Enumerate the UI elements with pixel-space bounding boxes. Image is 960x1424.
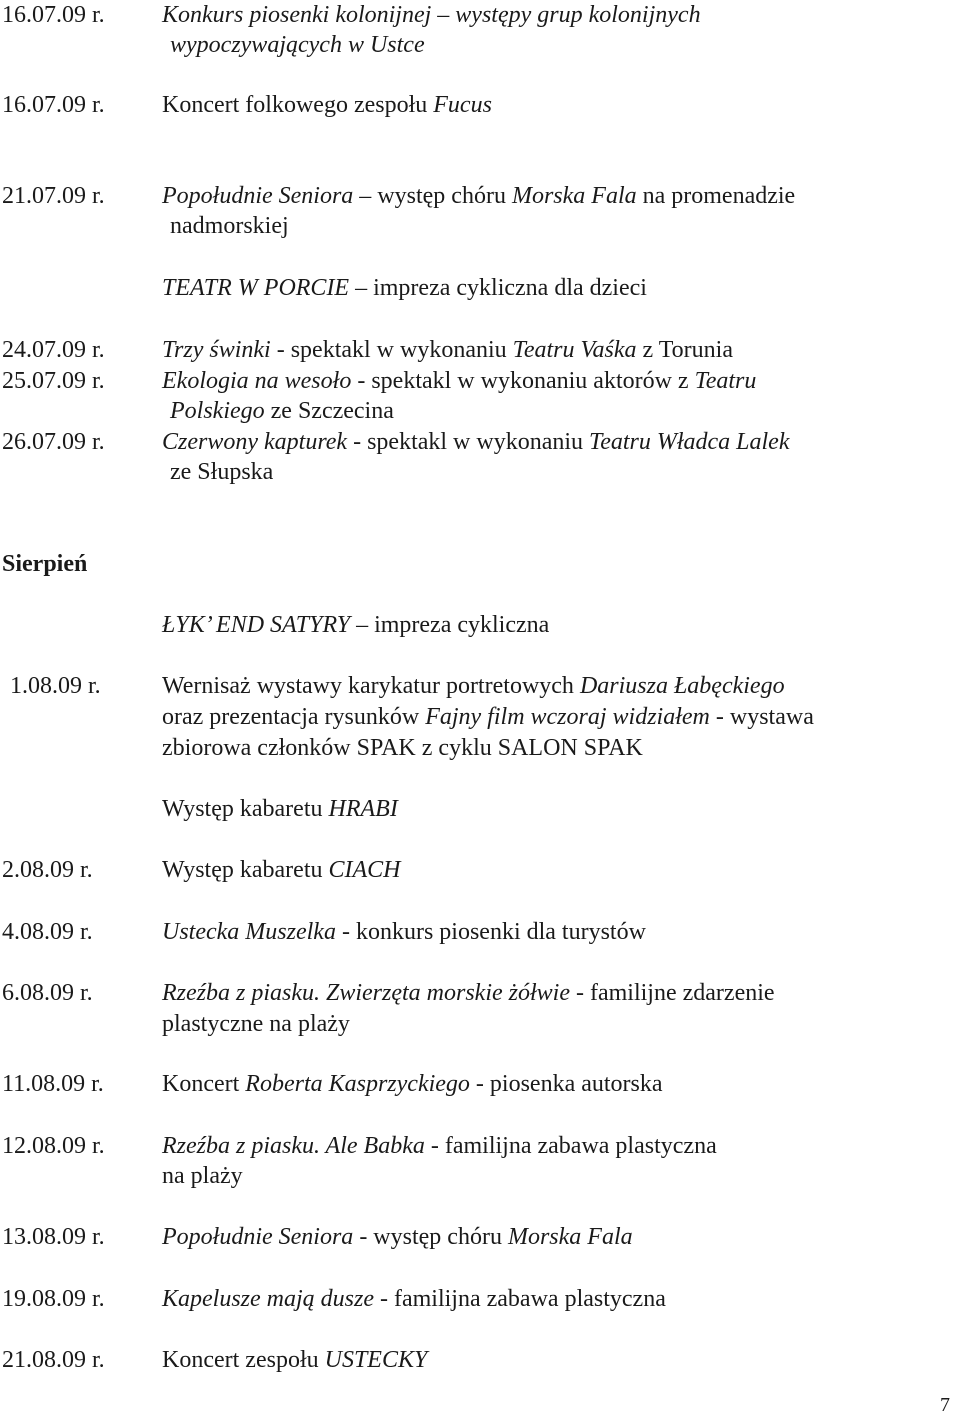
event-description-line	[162, 978, 775, 1008]
italic-text-segment: Fucus	[433, 92, 492, 118]
event-date: 4.08.09 r.	[2, 919, 93, 945]
text-segment: ze Szczecina	[264, 398, 394, 424]
text-segment: zbiorowa członków SPAK z cyklu SALON SPAK	[162, 735, 643, 761]
event-series-heading	[162, 273, 647, 303]
italic-text-segment: Popołudnie Seniora –	[162, 183, 378, 209]
italic-text-segment: ŁYK’ END SATYRY –	[162, 612, 375, 638]
text-segment: Występ kabaretu	[162, 857, 329, 883]
text-segment: - spektakl w wykonaniu	[270, 337, 513, 363]
event-description-line	[162, 1222, 633, 1252]
text-segment: Koncert folkowego zespołu	[162, 92, 434, 118]
italic-text-segment: Morska Fala	[507, 1224, 633, 1250]
event-description-line	[162, 671, 785, 701]
text-segment: impreza cykliczna	[374, 612, 550, 638]
italic-text-segment: TEATR W PORCIE –	[162, 275, 374, 301]
event-description-line	[170, 396, 394, 426]
italic-text-segment: Konkurs piosenki kolonijnej – występy grup kolonijnych	[162, 2, 701, 28]
text-segment: na plaży	[162, 1163, 243, 1189]
italic-text-segment: Popołudnie Seniora	[162, 1224, 354, 1250]
event-date: 13.08.09 r.	[2, 1224, 105, 1250]
section-title-august: Sierpień	[2, 551, 88, 577]
event-series-heading	[162, 610, 549, 640]
event-description-line	[170, 30, 425, 60]
text-segment: - wystawa	[709, 704, 814, 730]
text-segment: - familijna zabawa plastyczna	[424, 1133, 717, 1159]
event-date: 19.08.09 r.	[2, 1286, 105, 1312]
event-date: 6.08.09 r.	[2, 980, 93, 1006]
italic-text-segment: Kapelusze mają dusze	[162, 1286, 374, 1312]
italic-text-segment: Dariusza Łabęckiego	[579, 673, 785, 699]
event-date: 24.07.09 r.	[2, 337, 105, 363]
event-description-line	[162, 1069, 663, 1099]
italic-text-segment: Roberta Kasprzyckiego	[245, 1071, 470, 1097]
event-description-line	[162, 366, 756, 396]
italic-text-segment: Teatru	[694, 368, 757, 394]
event-date: 21.08.09 r.	[2, 1347, 105, 1373]
text-segment: nadmorskiej	[170, 213, 289, 239]
event-description-line	[162, 855, 401, 885]
event-date: 26.07.09 r.	[2, 429, 105, 455]
text-segment: - familijna zabawa plastyczna	[374, 1286, 666, 1312]
event-description-line	[162, 1161, 243, 1191]
italic-text-segment: Polskiego	[170, 398, 265, 424]
text-segment: - konkurs piosenki dla turystów	[335, 919, 646, 945]
italic-text-segment: Fajny film wczoraj widziałem	[425, 704, 710, 730]
italic-text-segment: Rzeźba z piasku. Ale Babka	[162, 1133, 425, 1159]
event-description-line	[162, 335, 733, 365]
event-date: 12.08.09 r.	[2, 1133, 105, 1159]
italic-text-segment: wypoczywających w Ustce	[170, 32, 425, 58]
event-description-line	[162, 917, 646, 947]
italic-text-segment: CIACH	[328, 857, 401, 883]
event-date: 21.07.09 r.	[2, 183, 105, 209]
text-segment: - spektakl w wykonaniu aktorów z	[351, 368, 695, 394]
italic-text-segment: USTECKY	[324, 1347, 428, 1373]
text-segment: Koncert	[162, 1071, 246, 1097]
event-date: 16.07.09 r.	[2, 92, 105, 118]
event-description-line	[162, 0, 701, 30]
event-date: 2.08.09 r.	[2, 857, 93, 883]
italic-text-segment: Morska Fala	[511, 183, 637, 209]
italic-text-segment: Czerwony kapturek	[162, 429, 348, 455]
event-description-line	[170, 457, 273, 487]
event-description-line	[162, 1009, 350, 1039]
event-date: 11.08.09 r.	[2, 1071, 104, 1097]
event-description-line	[162, 702, 814, 732]
text-segment: Występ kabaretu	[162, 796, 329, 822]
event-date: 16.07.09 r.	[2, 2, 105, 28]
italic-text-segment: Trzy świnki	[162, 337, 271, 363]
text-segment: plastyczne na plaży	[162, 1011, 350, 1037]
event-description-line	[162, 1284, 666, 1314]
event-description-line	[162, 90, 492, 120]
event-date: 25.07.09 r.	[2, 368, 105, 394]
page-number: 7	[940, 1394, 950, 1416]
text-segment: - familijne zdarzenie	[570, 980, 775, 1006]
text-segment: - spektakl w wykonaniu	[347, 429, 590, 455]
event-description-line	[162, 794, 398, 824]
text-segment: na promenadzie	[636, 183, 796, 209]
event-description-line	[170, 211, 289, 241]
text-segment: oraz prezentacja rysunków	[162, 704, 426, 730]
text-segment: - piosenka autorska	[469, 1071, 663, 1097]
event-description-line	[162, 427, 789, 457]
text-segment: Koncert zespołu	[162, 1347, 325, 1373]
event-description-line	[162, 1131, 717, 1161]
event-description-line	[162, 181, 795, 211]
event-description-line	[162, 1345, 427, 1375]
text-segment: - występ chóru	[353, 1224, 508, 1250]
italic-text-segment: Ekologia na wesoło	[162, 368, 352, 394]
text-segment: Wernisaż wystawy karykatur portretowych	[162, 673, 580, 699]
text-segment: z Torunia	[636, 337, 733, 363]
italic-text-segment: Rzeźba z piasku. Zwierzęta morskie żółwie	[162, 980, 570, 1006]
event-description-line	[162, 733, 643, 763]
italic-text-segment: HRABI	[328, 796, 398, 822]
italic-text-segment: Teatru Vaśka	[512, 337, 637, 363]
text-segment: impreza cykliczna dla dzieci	[373, 275, 647, 301]
italic-text-segment: Ustecka Muszelka	[162, 919, 336, 945]
italic-text-segment: Teatru Władca Lalek	[589, 429, 790, 455]
text-segment: ze Słupska	[170, 459, 274, 485]
event-date: 1.08.09 r.	[10, 673, 101, 699]
text-segment: występ chóru	[377, 183, 512, 209]
